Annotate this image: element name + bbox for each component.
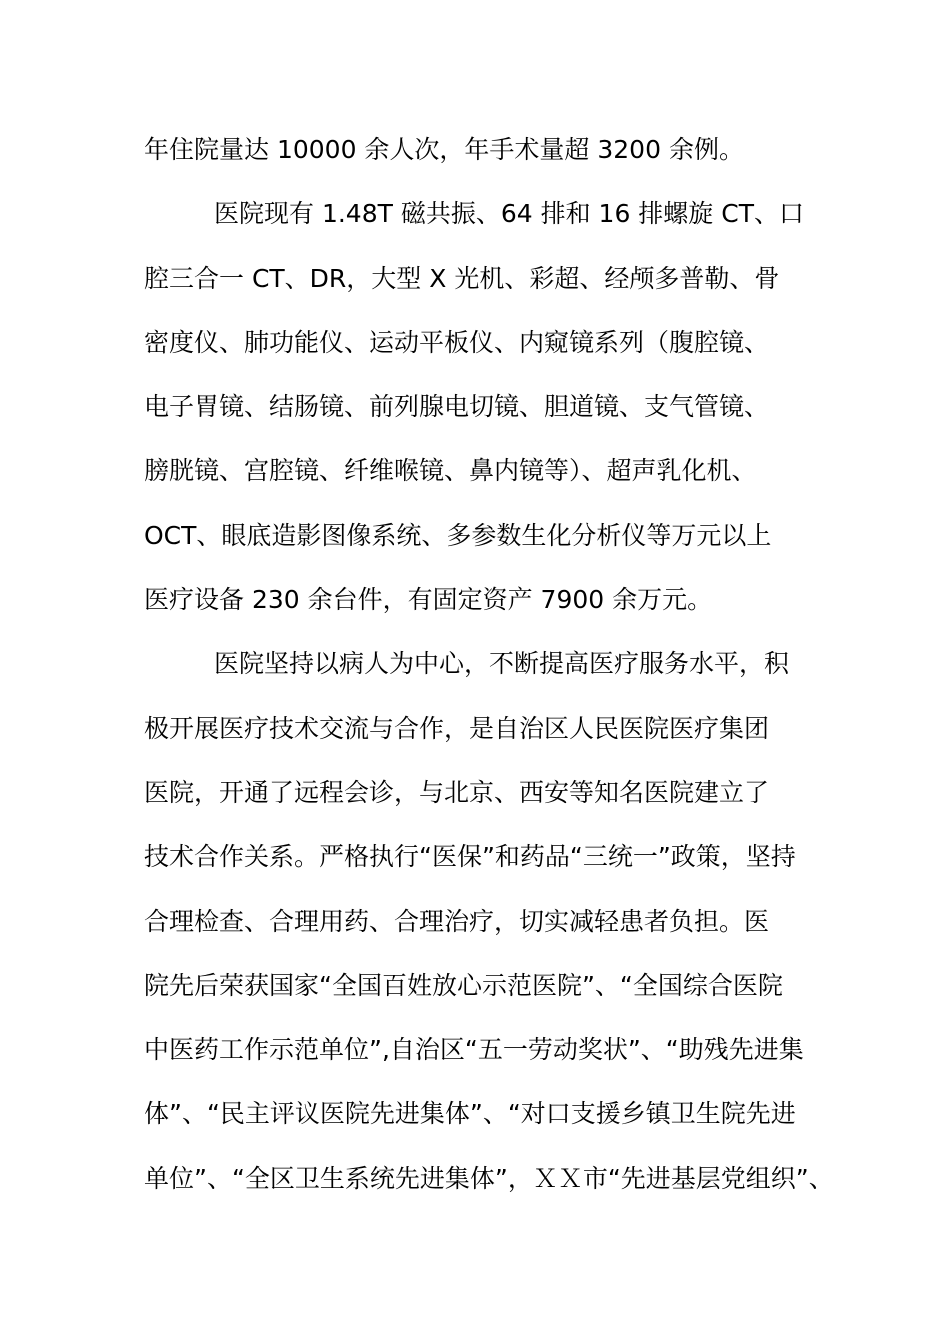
text-line: 院先后荣获国家“全国百姓放心示范医院”、“全国综合医院 <box>144 970 783 1000</box>
text-line: 技术合作关系。严格执行“医保”和药品“三统一”政策，坚持 <box>144 842 796 872</box>
paragraph-first-line: 医院现有 1.48T 磁共振、64 排和 16 排螺旋 CT、口 <box>214 199 804 229</box>
body-text <box>144 118 834 1211</box>
text-line: 医院，开通了远程会诊，与北京、西安等知名医院建立了 <box>144 777 770 807</box>
paragraph-first-line: 医院坚持以病人为中心，不断提高医疗服务水平，积 <box>214 649 790 679</box>
text-line: 中医药工作示范单位”,自治区“五一劳动奖状”、“助残先进集 <box>144 1035 804 1065</box>
text-line: 年住院量达 10000 余人次，年手术量超 3200 余例。 <box>144 135 744 164</box>
text-line: 电子胃镜、结肠镜、前列腺电切镜、胆道镜、支气管镜、 <box>144 392 770 422</box>
text-line: 极开展医疗技术交流与合作，是自治区人民医院医疗集团 <box>144 713 770 743</box>
text-line: 密度仪、肺功能仪、运动平板仪、内窥镜系列（腹腔镜、 <box>144 327 770 357</box>
text-line: 体”、“民主评议医院先进集体”、“对口支援乡镇卫生院先进 <box>144 1099 796 1129</box>
text-line: OCT、眼底造影图像系统、多参数生化分析仪等万元以上 <box>144 520 772 550</box>
text-line: 合理检查、合理用药、合理治疗，切实减轻患者负担。医 <box>144 906 770 936</box>
text-line: 医疗设备 230 余台件，有固定资产 7900 余万元。 <box>144 585 713 615</box>
text-line: 膀胱镜、宫腔镜、纤维喉镜、鼻内镜等）、超声乳化机、 <box>144 456 757 486</box>
text-line: 单位”、“全区卫生系统先进集体”，ＸＸ市“先进基层党组织”、 <box>144 1163 834 1193</box>
text-line: 腔三合一 CT、DR，大型 X 光机、彩超、经颅多普勒、骨 <box>144 263 780 293</box>
